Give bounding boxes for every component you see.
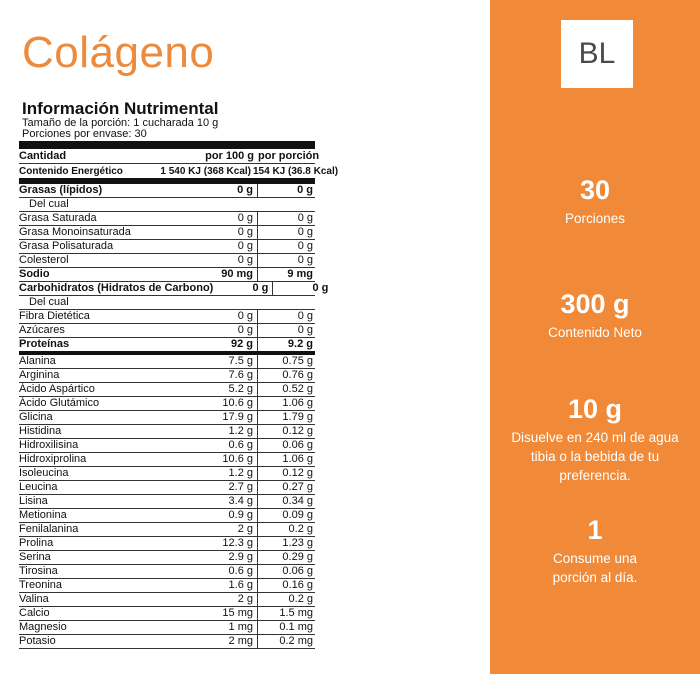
value-per-100g: 2 g [198,523,258,536]
stat-servings [490,174,700,228]
stat-value: 10 g [567,394,623,424]
value-per-100g: 0.6 g [198,439,258,452]
divider-thick [19,141,315,149]
nutrient-row [19,240,315,254]
servings-per-container: Porciones por envase: 30 [22,128,147,140]
header-label: Cantidad [19,150,67,162]
nutrient-row [19,579,315,593]
value-per-serving: 0.06 g [282,439,313,451]
nutrient-name: Grasa Polisaturada [19,240,114,252]
value-per-serving: 0.29 g [282,551,313,563]
nutrient-row [19,467,315,481]
nutrient-row [19,338,315,355]
nutrient-name: Glicina [19,411,53,423]
nutrient-name: Calcio [19,607,50,619]
brand-logo: BL [561,20,633,88]
stat-label: Consume una porción al día. [552,551,638,585]
value-per-100g: 1.2 g [198,467,258,480]
value-per-serving: 0.06 g [282,565,313,577]
nutrient-row [19,635,315,649]
stat-value: 300 g [560,289,630,319]
value-per-100g: 0 g [198,310,258,323]
value-per-serving: 0.16 g [282,579,313,591]
value-per-serving: 0.12 g [282,425,313,437]
nutrient-row [19,268,315,282]
stat-label: Disuelve en 240 ml de agua tibia o la bebida de tu preferencia. [511,430,679,483]
nutrient-row [19,411,315,425]
stat-value: 30 [579,175,611,205]
value-per-100g: 0.6 g [198,565,258,578]
nutrient-name: Metionina [19,509,67,521]
value-per-100g: 2.7 g [198,481,258,494]
value-per-100g: 1.6 g [198,579,258,592]
nutrient-row [19,537,315,551]
value-per-serving: 0.2 g [288,593,313,605]
nutrient-name: Azúcares [19,324,65,336]
nutrient-name: Grasa Monoinsaturada [19,226,131,238]
value-per-100g: 0 g [198,212,258,225]
value-per-serving: 0.09 g [282,509,313,521]
value-per-100g: 92 g [198,338,258,351]
nutrient-name: Potasio [19,635,56,647]
value-per-100g: 10.6 g [198,397,258,410]
product-title: Colágeno [22,28,215,77]
nutrient-row [19,621,315,635]
nutrient-row [19,355,315,369]
value-per-serving: 0 g [297,212,313,224]
value-per-100g: 5.2 g [198,383,258,396]
nutrient-row [19,453,315,467]
nutrient-row [19,593,315,607]
value-per-100g: 0 g [213,282,273,295]
value-per-serving: 0.75 g [282,355,313,367]
nutrient-row [19,481,315,495]
nutrient-name: Fibra Dietética [19,310,90,322]
nutrient-row [19,509,315,523]
value-per-100g: 2 g [198,593,258,606]
nutrient-name: Valina [19,593,49,605]
value-per-100g: 1.2 g [198,425,258,438]
value-per-100g: 90 mg [198,268,258,281]
energy-col1: 1 540 KJ (368 Kcal) [160,166,251,177]
nutrient-row [19,425,315,439]
nutrient-name: Hidroxilisina [19,439,79,451]
value-per-serving: 1.06 g [282,397,313,409]
nutrient-row [19,369,315,383]
value-per-serving: 9 mg [287,268,313,280]
nutrient-row [19,254,315,268]
nutrition-header-row [19,149,320,164]
nutrient-name: Serina [19,551,51,563]
nutrient-row [19,282,329,296]
value-per-serving: 0 g [297,254,313,266]
nutrient-row [19,198,315,212]
value-per-serving: 0 g [297,324,313,336]
nutrient-name: Histidina [19,425,62,437]
value-per-100g: 0 g [198,184,258,197]
value-per-100g: 12.3 g [198,537,258,550]
nutrient-row [19,439,315,453]
nutrient-rows [19,184,329,649]
nutrient-name: Del cual [29,296,69,308]
nutrient-name: Tirosina [19,565,58,577]
value-per-100g: 1 mg [198,621,258,634]
nutrient-row [19,607,315,621]
nutrient-name: Magnesio [19,621,67,633]
value-per-100g: 7.5 g [198,355,258,368]
nutrient-name: Sodio [19,268,50,280]
nutrient-name: Carbohidratos (Hidratos de Carbono) [19,282,214,294]
nutrient-row [19,523,315,537]
nutrient-row [19,495,315,509]
value-per-serving: 0.12 g [282,467,313,479]
nutrient-row [19,184,315,198]
value-per-serving: 0.76 g [282,369,313,381]
nutrient-name: Grasas (lípidos) [19,184,103,196]
nutrient-name: Proteínas [19,338,70,350]
header-col1: por 100 g [205,150,254,162]
value-per-100g: 7.6 g [198,369,258,382]
value-per-serving: 0.2 mg [279,635,313,647]
nutrient-name: Leucina [19,481,58,493]
nutrient-name: Treonina [19,579,63,591]
value-per-serving: 0.27 g [282,481,313,493]
value-per-serving: 0 g [312,282,329,294]
energy-col2: 154 KJ (36.8 Kcal) [253,166,339,177]
value-per-serving: 0.52 g [282,383,313,395]
value-per-serving: 0.2 g [288,523,313,535]
value-per-100g: 2.9 g [198,551,258,564]
nutrient-name: Colesterol [19,254,69,266]
value-per-serving: 9.2 g [287,338,313,350]
nutrient-row [19,296,315,310]
value-per-100g: 10.6 g [198,453,258,466]
nutrition-title: Información Nutrimental [22,99,219,118]
energy-label: Contenido Energético [19,166,123,177]
value-per-100g: 2 mg [198,635,258,648]
nutrient-row [19,324,315,338]
nutrient-name: Hidroxiprolina [19,453,87,465]
value-per-serving: 1.79 g [282,411,313,423]
serving-size: Tamaño de la porción: 1 cucharada 10 g [22,117,219,129]
nutrient-row [19,226,315,240]
value-per-serving: 1.5 mg [279,607,313,619]
value-per-100g: 17.9 g [198,411,258,424]
stat-dissolve [490,393,700,485]
nutrient-row [19,383,315,397]
nutrient-name: Arginina [19,369,60,381]
nutrient-name: Del cual [29,198,69,210]
nutrient-row [19,565,315,579]
value-per-100g: 0.9 g [198,509,258,522]
nutrient-row [19,551,315,565]
value-per-100g: 0 g [198,254,258,267]
nutrient-row [19,310,315,324]
value-per-100g: 0 g [198,324,258,337]
nutrient-name: Fenilalanina [19,523,79,535]
stat-net-content [490,288,700,342]
stat-label: Porciones [564,211,626,226]
value-per-serving: 0.1 mg [279,621,313,633]
stat-value: 1 [587,515,603,545]
value-per-100g: 0 g [198,226,258,239]
value-per-100g: 0 g [198,240,258,253]
nutrition-facts-panel [19,99,339,649]
nutrient-name: Ácido Aspártico [19,383,95,395]
value-per-serving: 0 g [297,310,313,322]
nutrient-row [19,212,315,226]
value-per-100g: 15 mg [198,607,258,620]
value-per-100g: 3.4 g [198,495,258,508]
energy-row [19,164,339,180]
value-per-serving: 0 g [297,240,313,252]
nutrient-name: Prolina [19,537,54,549]
nutrient-name: Ácido Glutámico [19,397,100,409]
nutrient-row [19,397,315,411]
nutrient-name: Lisina [19,495,48,507]
value-per-serving: 1.23 g [282,537,313,549]
value-per-serving: 0 g [297,226,313,238]
nutrient-name: Alanina [19,355,56,367]
value-per-serving: 0.34 g [282,495,313,507]
value-per-serving: 1.06 g [282,453,313,465]
nutrient-name: Grasa Saturada [19,212,97,224]
stat-label: Contenido Neto [548,325,642,340]
value-per-serving: 0 g [297,184,313,196]
nutrient-name: Isoleucina [19,467,69,479]
header-col2: por porción [258,150,320,162]
stat-daily-dose [490,514,700,587]
